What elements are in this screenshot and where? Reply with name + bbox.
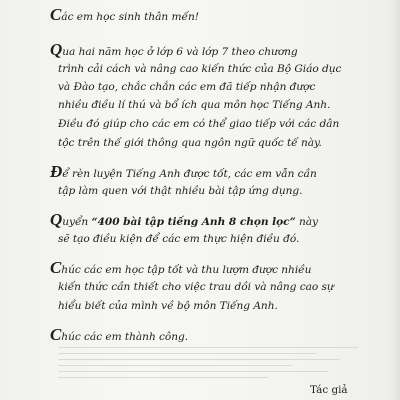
paragraph-4-text: húc các em học tập tốt và thu lượm được nhiều (61, 264, 312, 276)
greeting-line (50, 5, 199, 24)
ghost-line (58, 353, 316, 354)
paragraph-1-line-3: và Đào tạo, chắc chắn các em đã tiếp nhận được (58, 81, 316, 93)
paragraph-4-line-3: hiểu biết của mình về bộ môn Tiếng Anh. (58, 300, 278, 312)
ghost-line (58, 359, 340, 360)
paragraph-1-line-6: tộc trên thế giới thông qua ngôn ngữ quốc tế này. (58, 137, 322, 149)
drop-cap: C (50, 325, 62, 344)
show-through-text (196, 0, 341, 14)
author-signature: Tác giả (310, 384, 348, 396)
paragraph-1-line-4: nhiều điều lí thú và bổ ích qua môn học Tiếng Anh. (58, 99, 331, 111)
paragraph-4-line-1 (50, 258, 312, 277)
paragraph-1-text: ua hai năm học ở lớp 6 và lớp 7 theo chương (62, 46, 298, 58)
paragraph-3-text-after: này (295, 216, 318, 228)
greeting-text: ác em học sinh thân mến! (61, 11, 199, 23)
paragraph-3-text-before: uyển (62, 216, 92, 228)
ghost-line (58, 365, 292, 366)
ghost-line (58, 371, 328, 372)
paragraph-1-line-2: trình cải cách và nâng cao kiến thức của Bộ Giáo dục (58, 63, 342, 75)
show-through-lines (58, 342, 358, 382)
paragraph-3-line-1 (50, 210, 318, 229)
drop-cap: C (50, 5, 62, 24)
paragraph-2-line-1 (50, 162, 317, 181)
ghost-line (58, 377, 268, 378)
paragraph-4-line-2: kiến thức cần thiết cho việc trau dồi và nâng cao sự (58, 281, 334, 293)
paragraph-1-line-5: Điều đó giúp cho các em có thể giao tiếp với các dân (58, 118, 340, 130)
drop-cap: C (50, 258, 62, 277)
page-edge-shadow (390, 0, 400, 400)
ghost-line (58, 347, 358, 348)
drop-cap: Đ (50, 162, 63, 181)
drop-cap: Q (50, 210, 63, 229)
paragraph-1-line-1 (50, 40, 298, 59)
paragraph-2-text: ể rèn luyện Tiếng Anh được tốt, các em vẫn cần (62, 168, 317, 180)
paragraph-5-text: húc các em thành công. (61, 331, 189, 343)
paragraph-2-line-2: tập làm quen với thật nhiều bài tập ứng dụng. (58, 185, 303, 197)
book-title: “400 bài tập tiếng Anh 8 chọn lọc” (91, 216, 296, 228)
paragraph-3-line-2: sẽ tạo điều kiện để các em thực hiện điều đó. (58, 233, 300, 245)
drop-cap: Q (50, 40, 63, 59)
